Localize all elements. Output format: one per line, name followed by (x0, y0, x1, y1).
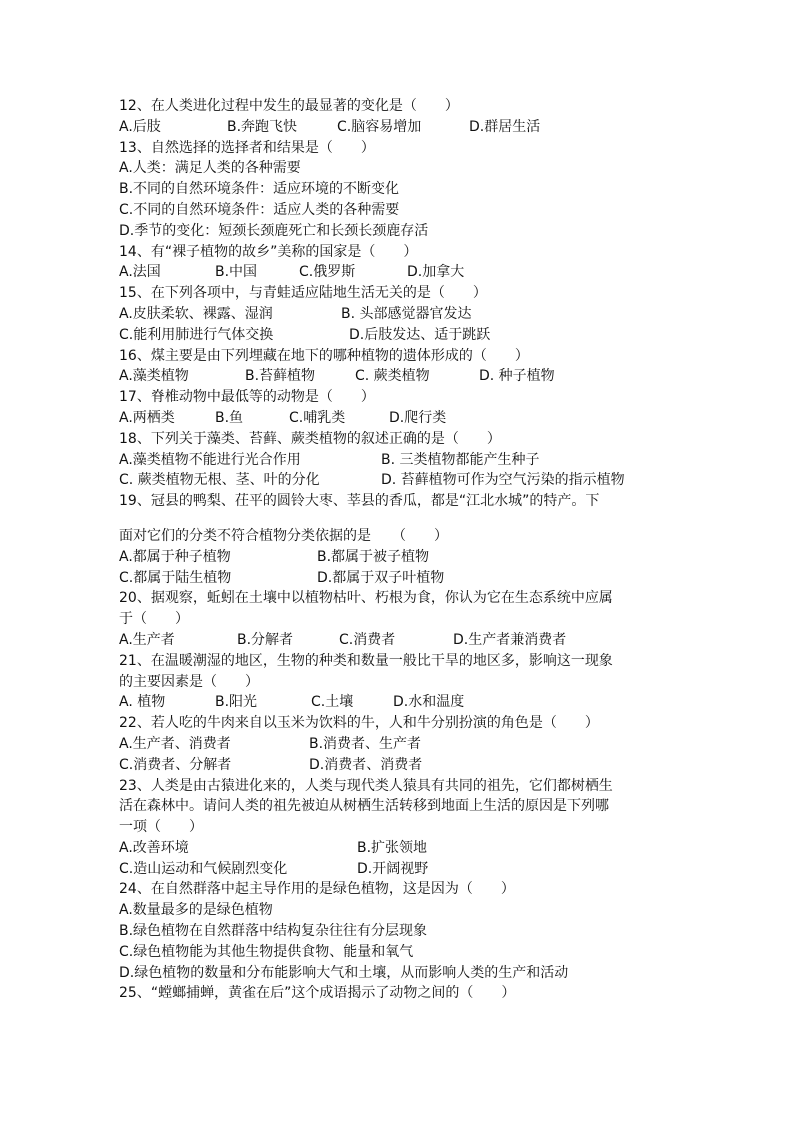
option-row (119, 450, 689, 471)
option-a: A.法国 (119, 264, 161, 281)
question-21-stem: 的主要因素是（ ） (119, 673, 259, 690)
option-a: A. 植物 (119, 694, 166, 711)
option-a: A.数量最多的是绿色植物 (119, 902, 273, 919)
option-row (119, 692, 689, 713)
option-c: C.能利用肺进行气体交换 (119, 326, 274, 343)
option-row (119, 366, 689, 387)
option-row (119, 408, 689, 429)
question-13-stem: 13、自然选择的选择者和结果是（ ） (119, 139, 375, 156)
option-d: D. 苔藓植物可作为空气污染的指示植物 (381, 472, 625, 489)
option-row (119, 900, 689, 921)
option-c: C.不同的自然环境条件：适应人类的各种需要 (119, 201, 400, 218)
option-row (119, 117, 689, 138)
question-23-stem: 一项（ ） (119, 819, 203, 836)
option-row (119, 963, 689, 984)
option-c: C.俄罗斯 (299, 264, 356, 281)
option-c: C.脑容易增加 (337, 118, 422, 135)
option-b: B. 三类植物都能产生种子 (381, 451, 540, 468)
question-19-stem: 19、冠县的鸭梨、茌平的圆铃大枣、莘县的香瓜，都是“江北水城”的特产。下 (119, 493, 600, 510)
option-d: D.群居生活 (469, 118, 541, 135)
option-row (119, 734, 689, 755)
option-c: C.哺乳类 (289, 409, 346, 426)
question-23-stem: 23、人类是由古猿进化来的，人类与现代类人猿具有共同的祖先，它们都树栖生 (119, 777, 613, 794)
option-row (119, 921, 689, 942)
option-c: C.消费者、分解者 (119, 756, 232, 773)
option-a: A.皮肤柔软、裸露、湿润 (119, 305, 273, 322)
question-15-stem: 15、在下列各项中，与青蛙适应陆地生活无关的是（ ） (119, 285, 487, 302)
option-b: B.中国 (215, 264, 258, 281)
option-a: A.改善环境 (119, 839, 189, 856)
option-row (119, 325, 689, 346)
question-20-stem: 20、据观察，蚯蚓在土壤中以植物枯叶、朽根为食，你认为它在生态系统中应属 (119, 590, 613, 607)
option-row (119, 470, 689, 491)
option-a: A.藻类植物不能进行光合作用 (119, 451, 301, 468)
question-14-stem: 14、有“裸子植物的故乡”美称的国家是（ ） (119, 243, 418, 260)
option-d: D.加拿大 (407, 264, 465, 281)
question-17-stem: 17、脊椎动物中最低等的动物是（ ） (119, 389, 375, 406)
option-a: A.藻类植物 (119, 368, 189, 385)
question-23-stem: 活在森林中。请问人类的祖先被迫从树栖生活转移到地面上生活的原因是下列哪 (119, 798, 609, 815)
question-sheet (119, 96, 689, 1004)
option-row (119, 942, 689, 963)
option-row (119, 755, 689, 776)
option-b: B.扩张领地 (357, 839, 428, 856)
option-row (119, 221, 689, 242)
option-b: B.不同的自然环境条件：适应环境的不断变化 (119, 181, 400, 198)
option-b: B.奔跑飞快 (227, 118, 298, 135)
option-b: B.苔藓植物 (245, 368, 316, 385)
option-a: A.两栖类 (119, 409, 175, 426)
option-d: D.后肢发达、适于跳跃 (349, 326, 491, 343)
option-a: A.后肢 (119, 118, 161, 135)
question-18-stem: 18、下列关于藻类、苔藓、蕨类植物的叙述正确的是（ ） (119, 430, 501, 447)
option-row (119, 158, 689, 179)
option-a: A.都属于种子植物 (119, 548, 231, 565)
option-a: A.生产者 (119, 631, 175, 648)
option-d: D.开阔视野 (357, 860, 429, 877)
option-row (119, 304, 689, 325)
option-c: C. 蕨类植物 (355, 368, 430, 385)
option-d: D.绿色植物的数量和分布能影响大气和土壤，从而影响人类的生产和活动 (119, 964, 569, 981)
question-16-stem: 16、煤主要是由下列埋藏在地下的哪种植物的遗体形成的（ ） (119, 347, 529, 364)
option-c: C.消费者 (339, 631, 396, 648)
option-c: C.土壤 (311, 694, 354, 711)
question-24-stem: 24、在自然群落中起主导作用的是绿色植物，这是因为（ ） (119, 881, 515, 898)
option-b: B.消费者、生产者 (309, 735, 422, 752)
question-12-stem: 12、在人类进化过程中发生的最显著的变化是（ ） (119, 98, 459, 114)
option-b: B.分解者 (237, 631, 294, 648)
question-22-stem: 22、若人吃的牛肉来自以玉米为饮料的牛，人和牛分别扮演的角色是（ ） (119, 715, 599, 732)
question-20-stem: 于（ ） (119, 611, 189, 628)
option-row (119, 838, 689, 859)
option-row (119, 630, 689, 651)
option-row (119, 200, 689, 221)
option-d: D.都属于双子叶植物 (317, 569, 445, 586)
option-d: D.水和温度 (393, 694, 465, 711)
option-a: A.人类：满足人类的各种需要 (119, 160, 301, 177)
option-row (119, 859, 689, 880)
option-d: D.生产者兼消费者 (453, 631, 567, 648)
option-b: B.都属于被子植物 (317, 548, 430, 565)
option-row (119, 179, 689, 200)
option-c: C.绿色植物能为其他生物提供食物、能量和氧气 (119, 943, 414, 960)
option-b: B.绿色植物在自然群落中结构复杂往往有分层现象 (119, 923, 428, 940)
option-d: D.爬行类 (389, 409, 447, 426)
option-c: C.造山运动和气候剧烈变化 (119, 860, 288, 877)
option-d: D. 种子植物 (479, 368, 555, 385)
option-row (119, 547, 689, 568)
option-d: D.季节的变化：短颈长颈鹿死亡和长颈长颈鹿存活 (119, 222, 429, 239)
option-row (119, 262, 689, 283)
question-21-stem: 21、在温暖潮湿的地区，生物的种类和数量一般比干旱的地区多，影响这一现象 (119, 652, 613, 669)
option-row (119, 568, 689, 589)
option-a: A.生产者、消费者 (119, 735, 231, 752)
option-c: C.都属于陆生植物 (119, 569, 232, 586)
question-19-stem: 面对它们的分类不符合植物分类依据的是 （ ） (119, 527, 448, 544)
option-b: B. 头部感觉器官发达 (341, 305, 472, 322)
option-d: D.消费者、消费者 (309, 756, 423, 773)
question-25-stem: 25、“螳螂捕蝉，黄雀在后”这个成语揭示了动物之间的（ ） (119, 985, 516, 1002)
option-b: B.鱼 (215, 409, 244, 426)
option-c: C. 蕨类植物无根、茎、叶的分化 (119, 472, 320, 489)
option-b: B.阳光 (215, 694, 258, 711)
